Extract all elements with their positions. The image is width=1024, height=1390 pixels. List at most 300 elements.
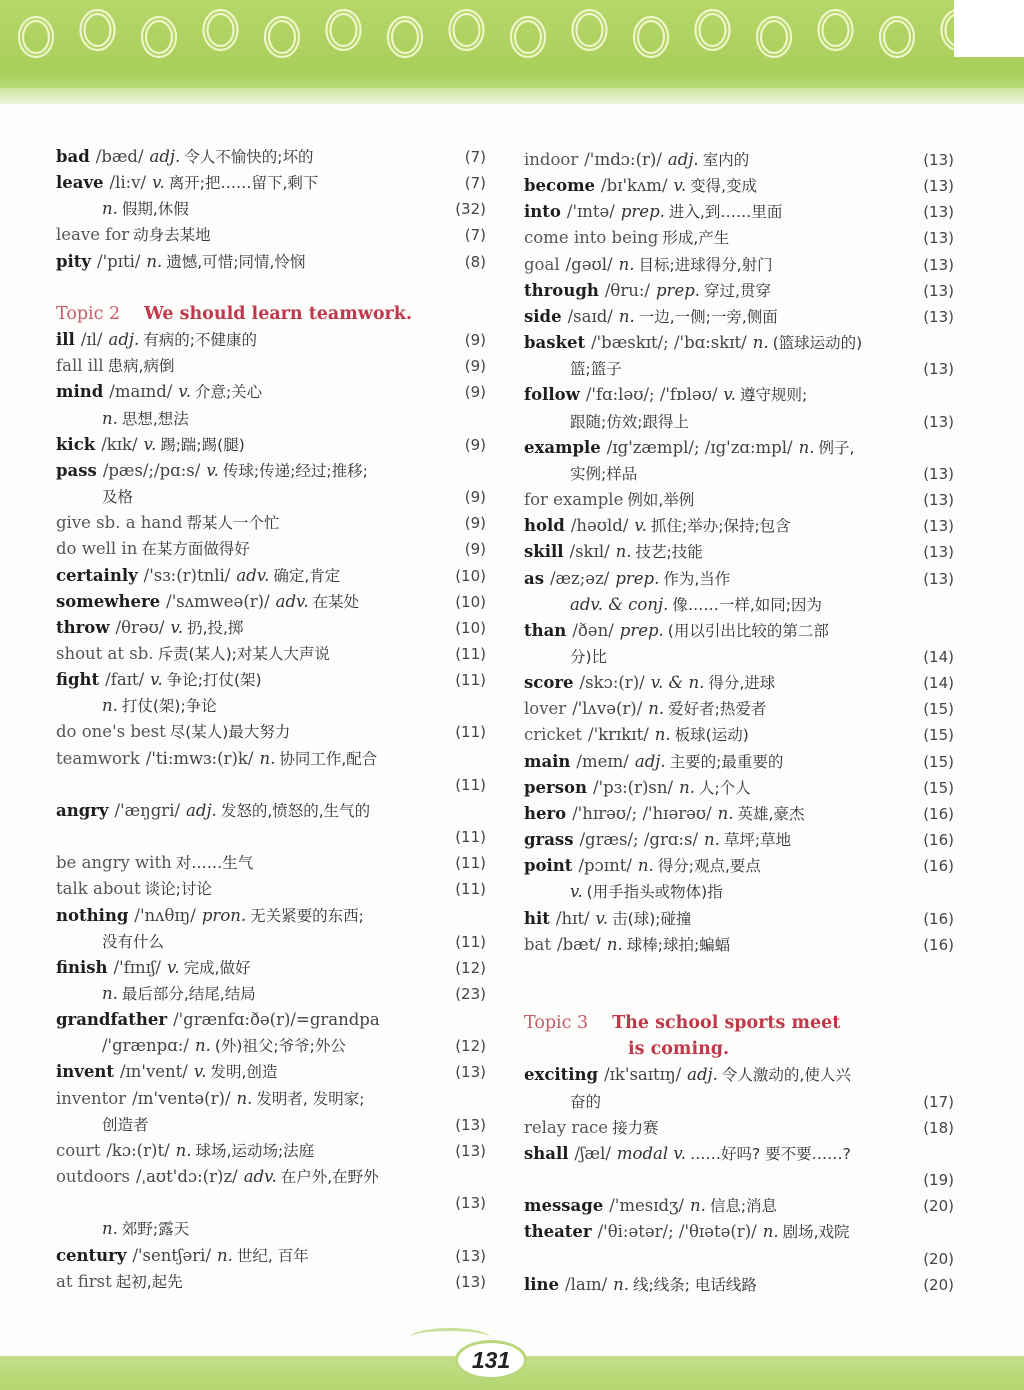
definition: 创造者 bbox=[102, 1115, 149, 1134]
phonetic: /ðən/ bbox=[572, 620, 614, 640]
headword: theater bbox=[524, 1222, 592, 1242]
lesson-reference: (16) bbox=[923, 804, 954, 823]
vocab-entry bbox=[524, 382, 954, 408]
phonetic: /li:v/ bbox=[109, 173, 147, 193]
part-of-speech: v. bbox=[193, 1062, 207, 1082]
lesson-reference: (10) bbox=[455, 592, 486, 611]
definition: 协同工作,配合 bbox=[279, 749, 378, 768]
phonetic: /skɪl/ bbox=[569, 542, 610, 562]
definition: 在户外,在野外 bbox=[280, 1168, 379, 1187]
phonetic: /'mesɪdʒ/ bbox=[609, 1196, 684, 1216]
part-of-speech: n. bbox=[752, 333, 769, 353]
vocab-entry bbox=[56, 929, 486, 955]
vocab-entry bbox=[56, 249, 486, 275]
definition: 击(球);碰撞 bbox=[612, 909, 692, 928]
phonetic: /kɔ:(r)t/ bbox=[106, 1140, 170, 1160]
vocab-entry bbox=[524, 592, 954, 618]
lesson-reference: (8) bbox=[464, 252, 486, 271]
definition: 有病的;不健康的 bbox=[143, 331, 257, 350]
headword: come into being bbox=[524, 228, 659, 248]
lesson-reference: (9) bbox=[464, 514, 486, 533]
headword: at first bbox=[56, 1271, 112, 1291]
vocab-entry bbox=[56, 353, 486, 379]
vocab-entry bbox=[56, 510, 486, 536]
lesson-reference: (11) bbox=[455, 775, 486, 794]
headword: through bbox=[524, 280, 599, 300]
lesson-reference: (11) bbox=[455, 854, 486, 873]
phonetic: /'ɪntə/ bbox=[566, 202, 615, 222]
headword: person bbox=[524, 777, 588, 797]
definition: 介意;关心 bbox=[194, 383, 263, 402]
definition: 遗憾,可惜;同情,怜悯 bbox=[166, 252, 306, 271]
definition: 人;个人 bbox=[698, 778, 751, 797]
vocab-entry bbox=[56, 824, 486, 850]
lesson-reference: (7) bbox=[464, 148, 486, 166]
headword: line bbox=[524, 1274, 560, 1294]
headword: leave bbox=[56, 173, 104, 193]
definition: 英雄,豪杰 bbox=[737, 804, 805, 823]
headword: somewhere bbox=[56, 591, 161, 611]
vocab-entry bbox=[524, 225, 954, 251]
phonetic: /ˌaʊt'dɔ:(r)z/ bbox=[135, 1167, 238, 1187]
part-of-speech: v. bbox=[150, 670, 163, 690]
definition: 进入,到……里面 bbox=[668, 203, 783, 222]
headword: main bbox=[524, 751, 571, 771]
headword: teamwork bbox=[56, 748, 140, 768]
definition: 室内的 bbox=[702, 151, 750, 169]
lesson-reference: (16) bbox=[923, 831, 954, 850]
phonetic: /hɪt/ bbox=[555, 908, 590, 928]
definition: 帮某人一个忙 bbox=[186, 514, 280, 533]
vocab-entry bbox=[524, 879, 954, 905]
headword: as bbox=[524, 568, 544, 588]
lesson-reference: (20) bbox=[923, 1197, 954, 1216]
part-of-speech: n. bbox=[615, 542, 632, 562]
headword: mind bbox=[56, 382, 104, 402]
definition: 线;线条; 电话线路 bbox=[633, 1275, 757, 1294]
phonetic: /meɪn/ bbox=[576, 751, 629, 771]
vocab-entry bbox=[524, 409, 954, 435]
part-of-speech: v. bbox=[595, 908, 609, 928]
vocab-entry bbox=[56, 981, 486, 1007]
vocab-entry bbox=[56, 170, 486, 196]
vocab-entry bbox=[524, 1219, 954, 1245]
vocab-entry bbox=[56, 1243, 486, 1269]
headword: goal bbox=[524, 254, 560, 274]
phonetic: /'fɪnɪʃ/ bbox=[113, 957, 161, 977]
headword: hit bbox=[524, 908, 550, 928]
vocab-entry bbox=[524, 644, 954, 670]
definition: ……好吗? 要不要……? bbox=[690, 1144, 851, 1163]
part-of-speech: n. bbox=[102, 408, 118, 428]
ring-icon bbox=[85, 14, 111, 46]
part-of-speech: adj. bbox=[186, 800, 217, 820]
phonetic: /ʃæl/ bbox=[574, 1143, 611, 1163]
vocab-entry bbox=[524, 1246, 954, 1272]
part-of-speech: n. bbox=[613, 1274, 630, 1294]
lesson-reference: (9) bbox=[464, 331, 486, 350]
ring-icon bbox=[146, 21, 172, 53]
lesson-reference: (13) bbox=[923, 543, 954, 562]
lesson-reference: (20) bbox=[923, 1249, 954, 1268]
lesson-reference: (9) bbox=[464, 435, 486, 454]
part-of-speech: adj. bbox=[667, 150, 699, 169]
definition: 传球;传递;经过;推移; bbox=[222, 461, 368, 480]
part-of-speech: adv. & conj. bbox=[570, 594, 669, 614]
part-of-speech: n. bbox=[637, 856, 654, 876]
lesson-reference: (15) bbox=[923, 726, 954, 745]
phonetic: /maɪnd/ bbox=[109, 382, 173, 402]
definition: 扔,投,掷 bbox=[187, 618, 244, 637]
headword: century bbox=[56, 1245, 127, 1265]
vocab-entry bbox=[524, 487, 954, 513]
vocab-entry bbox=[56, 144, 486, 170]
part-of-speech: n. bbox=[606, 934, 623, 954]
lesson-reference: (14) bbox=[923, 647, 954, 666]
topic-label: Topic 3 bbox=[524, 1013, 589, 1034]
lesson-reference: (18) bbox=[923, 1118, 954, 1137]
phonetic: /laɪn/ bbox=[565, 1274, 608, 1294]
definition: 主要的;最重要的 bbox=[669, 752, 784, 771]
vocab-entry bbox=[524, 278, 954, 304]
vocab-entry bbox=[56, 719, 486, 745]
part-of-speech: v. bbox=[206, 460, 219, 480]
phonetic: /θrəʊ/ bbox=[115, 617, 165, 637]
phonetic: /græs/; /grɑ:s/ bbox=[579, 830, 699, 850]
vocab-entry bbox=[524, 775, 954, 801]
vocab-entry bbox=[524, 356, 954, 382]
part-of-speech: v. bbox=[170, 617, 184, 637]
headword: bat bbox=[524, 934, 552, 954]
definition: 爱好者;热爱者 bbox=[668, 700, 767, 719]
lesson-reference: (12) bbox=[455, 958, 486, 977]
vocab-entry bbox=[524, 1193, 954, 1219]
headword: inventor bbox=[56, 1088, 127, 1108]
topic-heading bbox=[56, 301, 486, 327]
lesson-reference: (13) bbox=[923, 360, 954, 379]
vocab-entry bbox=[56, 327, 486, 353]
part-of-speech: v. & n. bbox=[650, 673, 705, 693]
headword: do well in bbox=[56, 539, 138, 559]
definition: 例如,举例 bbox=[627, 491, 695, 510]
definition: 完成,做好 bbox=[183, 958, 251, 977]
topic-title: The school sports meet bbox=[612, 1013, 841, 1034]
headword: pass bbox=[56, 460, 97, 480]
ring-icon bbox=[23, 21, 49, 53]
definition: 接力赛 bbox=[612, 1118, 659, 1137]
vocab-entry bbox=[524, 932, 954, 958]
headword: shall bbox=[524, 1143, 569, 1163]
definition: 最后部分,结尾,结局 bbox=[121, 985, 256, 1003]
definition: 分)比 bbox=[570, 647, 608, 666]
headword: grandfather bbox=[56, 1010, 168, 1030]
header-strip bbox=[0, 88, 1024, 104]
part-of-speech: v. bbox=[143, 434, 157, 454]
phonetic: /saɪd/ bbox=[567, 306, 613, 326]
headword: finish bbox=[56, 957, 108, 977]
vocab-entry bbox=[56, 1164, 486, 1190]
topic-label: Topic 2 bbox=[56, 303, 121, 324]
part-of-speech: n. bbox=[648, 699, 665, 719]
vocab-entry bbox=[56, 1033, 486, 1059]
topic-title: We should learn teamwork. bbox=[144, 303, 412, 324]
lesson-reference: (13) bbox=[455, 1115, 486, 1134]
phonetic: /'ɪndɔ:(r)/ bbox=[584, 150, 662, 169]
lesson-reference: (13) bbox=[923, 281, 954, 300]
part-of-speech: n. bbox=[194, 1036, 211, 1056]
lesson-reference: (13) bbox=[923, 307, 954, 326]
phonetic: /'bæskɪt/; /'bɑ:skɪt/ bbox=[591, 333, 747, 353]
headword: ill bbox=[56, 330, 75, 350]
part-of-speech: modal v. bbox=[616, 1143, 687, 1163]
ring-icon bbox=[515, 21, 541, 53]
definition: 信息;消息 bbox=[709, 1197, 778, 1216]
vocab-entry bbox=[56, 1059, 486, 1085]
vocab-entry bbox=[524, 461, 954, 487]
lesson-reference: (13) bbox=[923, 517, 954, 536]
lesson-reference: (13) bbox=[923, 255, 954, 274]
headword: angry bbox=[56, 800, 109, 820]
ring-icon bbox=[269, 21, 295, 53]
phonetic: /æz;əz/ bbox=[549, 568, 610, 588]
vocab-entry bbox=[56, 798, 486, 824]
vocab-entry bbox=[56, 615, 486, 641]
ring-icon bbox=[761, 21, 787, 53]
vocab-entry bbox=[56, 772, 486, 798]
definition: 跟随;仿效;跟得上 bbox=[570, 412, 689, 431]
definition: 患病,病倒 bbox=[107, 357, 175, 376]
headword: court bbox=[56, 1140, 101, 1160]
phonetic: /'nʌθɪŋ/ bbox=[134, 905, 196, 925]
headword: pity bbox=[56, 251, 92, 271]
vocab-entry bbox=[56, 667, 486, 693]
phonetic: /bæt/ bbox=[557, 934, 601, 954]
topic-heading-cont bbox=[524, 1036, 954, 1062]
vocab-entry bbox=[524, 1089, 954, 1115]
lesson-reference: (9) bbox=[464, 488, 486, 507]
lesson-reference: (13) bbox=[923, 151, 954, 169]
definition: 对……生气 bbox=[175, 854, 254, 873]
definition: 剧场,戏院 bbox=[782, 1223, 850, 1242]
lesson-reference: (7) bbox=[464, 174, 486, 193]
vocab-entry bbox=[56, 432, 486, 458]
phonetic: /'sʌmweə(r)/ bbox=[166, 591, 270, 611]
part-of-speech: prep. bbox=[619, 620, 664, 640]
ring-icon bbox=[392, 21, 418, 53]
vocab-entry bbox=[524, 749, 954, 775]
definition: 令人不愉快的;坏的 bbox=[184, 148, 314, 166]
definition: 确定,肯定 bbox=[273, 566, 341, 585]
phonetic: /ɪg'zæmpl/; /ɪg'zɑ:mpl/ bbox=[606, 437, 793, 457]
phonetic: /θru:/ bbox=[604, 280, 650, 300]
lesson-reference: (9) bbox=[464, 383, 486, 402]
vocab-entry bbox=[56, 458, 486, 484]
vocab-entry bbox=[56, 1007, 486, 1033]
definition: 在某处 bbox=[312, 592, 360, 611]
vocab-entry bbox=[524, 1062, 954, 1088]
definition: 穿过,贯穿 bbox=[704, 281, 771, 300]
part-of-speech: n. bbox=[654, 725, 671, 745]
part-of-speech: n. bbox=[175, 1140, 192, 1160]
part-of-speech: prep. bbox=[615, 568, 660, 588]
part-of-speech: n. bbox=[679, 777, 695, 797]
vocab-entry bbox=[56, 406, 486, 432]
lesson-reference: (11) bbox=[455, 723, 486, 742]
definition: 及格 bbox=[102, 488, 134, 507]
headword: relay race bbox=[524, 1117, 609, 1137]
ring-icon bbox=[331, 14, 357, 46]
part-of-speech: n. bbox=[717, 803, 734, 823]
headword: message bbox=[524, 1196, 604, 1216]
vocab-entry bbox=[56, 693, 486, 719]
vocab-entry bbox=[56, 1269, 486, 1295]
ring-icon bbox=[700, 14, 726, 46]
definition: 得分;观点,要点 bbox=[657, 857, 761, 876]
definition: (用以引出比较的第二部 bbox=[667, 621, 829, 640]
definition: 争论;打仗(架) bbox=[166, 671, 262, 690]
lesson-reference: (32) bbox=[455, 200, 486, 219]
headword: than bbox=[524, 620, 567, 640]
definition: 形成,产生 bbox=[662, 229, 730, 248]
phonetic: /ɪl/ bbox=[80, 330, 103, 350]
phonetic: /'fɑ:ləʊ/; /'fɒləʊ/ bbox=[585, 385, 718, 405]
vocab-entry bbox=[524, 252, 954, 278]
phonetic: /bæd/ bbox=[95, 147, 144, 166]
headword: follow bbox=[524, 385, 580, 405]
ring-icon bbox=[884, 21, 910, 53]
part-of-speech: v. bbox=[634, 516, 648, 536]
lesson-reference: (9) bbox=[464, 540, 486, 559]
vocab-entry bbox=[524, 827, 954, 853]
vocab-entry bbox=[56, 1112, 486, 1138]
vocab-entry bbox=[56, 536, 486, 562]
headword: shout at sb. bbox=[56, 643, 154, 663]
vocab-entry bbox=[524, 722, 954, 748]
vocab-entry bbox=[524, 670, 954, 696]
phonetic: /gəʊl/ bbox=[565, 254, 613, 274]
phonetic: /'hɪrəʊ/; /'hɪərəʊ/ bbox=[572, 803, 712, 823]
phonetic: /pæs/;/pɑ:s/ bbox=[102, 460, 201, 480]
blank-line bbox=[56, 275, 486, 301]
part-of-speech: n. bbox=[102, 1219, 118, 1239]
ring-icon bbox=[454, 14, 480, 46]
part-of-speech: adv. bbox=[275, 591, 309, 611]
definition: 板球(运动) bbox=[674, 726, 749, 745]
definition: 起初,起先 bbox=[115, 1272, 183, 1291]
part-of-speech: n. bbox=[618, 306, 635, 326]
headword: outdoors bbox=[56, 1167, 130, 1187]
phonetic: /pɔɪnt/ bbox=[578, 856, 632, 876]
vocab-entry bbox=[56, 641, 486, 667]
definition: 目标;进球得分,射门 bbox=[638, 255, 773, 274]
definition: 世纪, 百年 bbox=[236, 1246, 309, 1265]
headword: bad bbox=[56, 147, 90, 166]
phonetic: /'grænpɑ:/ bbox=[102, 1036, 189, 1056]
lesson-reference: (11) bbox=[455, 932, 486, 951]
part-of-speech: adv. bbox=[236, 565, 270, 585]
vocab-entry bbox=[524, 173, 954, 199]
part-of-speech: n. bbox=[618, 254, 635, 274]
vocab-entry bbox=[56, 955, 486, 981]
headword: nothing bbox=[56, 905, 129, 925]
vocab-entry bbox=[56, 850, 486, 876]
definition: 在某方面做得好 bbox=[141, 540, 250, 559]
lesson-reference: (13) bbox=[455, 1063, 486, 1082]
phonetic: /ɪn'vent/ bbox=[119, 1062, 188, 1082]
phonetic: /ɪk'saɪtɪŋ/ bbox=[604, 1065, 682, 1085]
lesson-reference: (17) bbox=[923, 1092, 954, 1111]
vocab-entry bbox=[56, 746, 486, 772]
part-of-speech: n. bbox=[236, 1088, 253, 1108]
vocab-entry bbox=[524, 1141, 954, 1167]
lesson-reference: (13) bbox=[923, 177, 954, 196]
lesson-reference: (13) bbox=[455, 1194, 486, 1213]
vocab-entry bbox=[524, 566, 954, 592]
lesson-reference: (15) bbox=[923, 700, 954, 719]
vocab-entry bbox=[524, 513, 954, 539]
part-of-speech: v. bbox=[673, 176, 687, 196]
vocab-entry bbox=[524, 199, 954, 225]
part-of-speech: v. bbox=[570, 882, 583, 902]
definition: 得分,进球 bbox=[708, 674, 776, 693]
part-of-speech: n. bbox=[798, 437, 815, 457]
vocab-entry bbox=[524, 1115, 954, 1141]
vocab-entry bbox=[524, 618, 954, 644]
headword: kick bbox=[56, 434, 96, 454]
lesson-reference: (13) bbox=[923, 229, 954, 248]
headword: point bbox=[524, 856, 573, 876]
part-of-speech: adj. bbox=[687, 1065, 718, 1085]
headword: side bbox=[524, 306, 562, 326]
definition: 作为,当作 bbox=[663, 569, 731, 588]
definition: 一边,一侧;一旁,侧面 bbox=[638, 307, 778, 326]
headword: into bbox=[524, 202, 561, 222]
definition: 动身去某地 bbox=[133, 226, 211, 245]
vocab-entry bbox=[524, 435, 954, 461]
phonetic: /'krɪkɪt/ bbox=[588, 725, 649, 745]
lesson-reference: (10) bbox=[455, 566, 486, 585]
lesson-reference: (15) bbox=[923, 778, 954, 797]
part-of-speech: n. bbox=[217, 1245, 233, 1265]
headword: certainly bbox=[56, 565, 138, 585]
phonetic: /'lʌvə(r)/ bbox=[572, 699, 643, 719]
definition: 斥责(某人);对某人大声说 bbox=[157, 644, 330, 663]
part-of-speech: n. bbox=[102, 984, 118, 1003]
definition: 抓住;举办;保持;包含 bbox=[651, 517, 791, 536]
lesson-reference: (9) bbox=[464, 357, 486, 376]
definition: 发明者, 发明家; bbox=[256, 1089, 365, 1108]
vocab-entry bbox=[56, 589, 486, 615]
phonetic: /'θi:ətər/; /'θɪətə(r)/ bbox=[597, 1222, 757, 1242]
phonetic: /ɪn'ventə(r)/ bbox=[132, 1088, 231, 1108]
lesson-reference: (16) bbox=[923, 935, 954, 954]
part-of-speech: n. bbox=[689, 1196, 706, 1216]
vocab-entry bbox=[56, 876, 486, 902]
part-of-speech: adj. bbox=[149, 147, 181, 166]
part-of-speech: n. bbox=[102, 696, 118, 716]
headword: give sb. a hand bbox=[56, 513, 183, 533]
header-notch bbox=[954, 0, 1024, 57]
phonetic: /skɔ:(r)/ bbox=[579, 673, 645, 693]
headword: indoor bbox=[524, 150, 579, 169]
blank-line bbox=[524, 958, 954, 984]
definition: (篮球运动的) bbox=[772, 334, 863, 353]
vocab-entry bbox=[56, 1138, 486, 1164]
definition: 例子, bbox=[818, 438, 855, 457]
part-of-speech: n. bbox=[146, 251, 163, 271]
lesson-reference: (16) bbox=[923, 857, 954, 876]
part-of-speech: v. bbox=[723, 385, 737, 405]
